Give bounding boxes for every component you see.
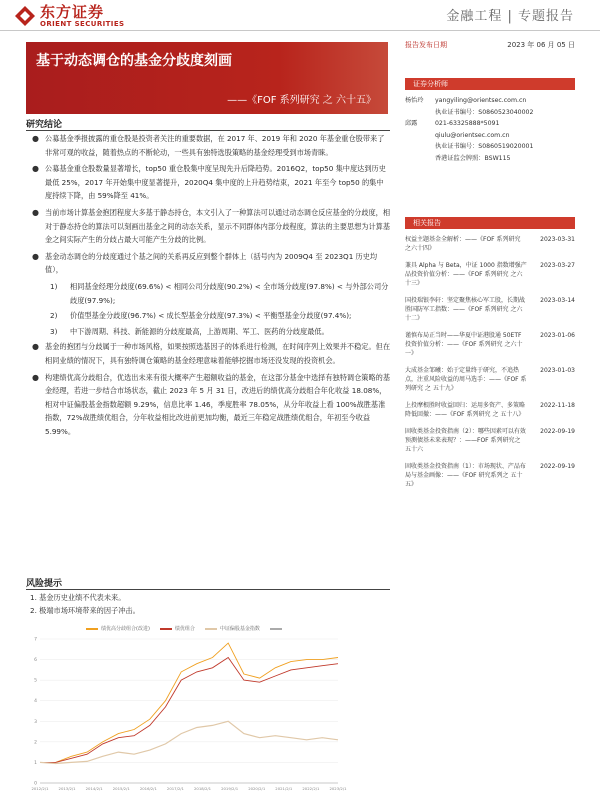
bullet-text: 基金动态调仓的分歧度通过个基之间的关系再反应到整个群体上（括号内为 2009Q4 至 2023Q1 历史均值），: [45, 251, 378, 275]
related-report-title: 大成基金邹曦：始于定量终于研究，不追热点，注重风险收益的周马选手：——《FOF 系列研究 之 五十九》: [405, 367, 527, 392]
related-reports-list: [405, 235, 575, 497]
bullet-text: 构建绩优高分歧组合，优选出未来有很大概率产生超额收益的基金，在这部分基金中选择有独特调仓策略的基金经理，若进一步结合市场状态，截止 2023 年 5 月 31 日，改进后的绩优高分歧组合年化收益 18.08%，相对中证偏股基金指数超额 9.29%，信息比率 1.46，季度胜率 78.05%，从分年收益上看 100%战胜基准指数，72%战胜绩优组合，分年收益相比改进前更加均衡，最近三年稳定战胜绩优组合，年初至今收益 5.99%。: [45, 372, 391, 436]
legend-item: [160, 625, 195, 632]
research-subitem: [30, 325, 390, 339]
analyst-info: 香港证监会牌照：BSW115: [435, 154, 511, 162]
risk-heading: 风险提示: [26, 579, 63, 589]
x-tick-label: 2015/2/1: [112, 786, 130, 791]
research-divider: [26, 130, 390, 131]
legend-swatch: [270, 628, 282, 630]
research-heading: 研究结论: [26, 120, 63, 130]
analyst-row: [405, 130, 575, 142]
analyst-name: [405, 141, 435, 153]
x-tick-label: 2018/2/1: [194, 786, 212, 791]
subitem-text: 价值型基金分歧度(96.7%) < 成长型基金分歧度(97.3%) < 平衡型基金分歧度(97.4%);: [70, 311, 352, 321]
risk-list: [30, 591, 140, 617]
x-tick-label: 2022/2/1: [302, 786, 320, 791]
analyst-list: [405, 95, 575, 164]
risk-divider: [26, 589, 390, 590]
legend-label: 中证偏股基金指数: [219, 626, 260, 632]
x-tick-label: 2012/2/1: [31, 786, 49, 791]
related-report-date: 2023-01-06: [540, 332, 575, 339]
x-tick-label: 2023/2/1: [329, 786, 347, 791]
legend-swatch: [160, 628, 172, 630]
analyst-row: [405, 95, 575, 107]
analyst-row: [405, 118, 575, 130]
research-bullet: [30, 371, 390, 439]
analyst-info: yangyiling@orientsec.com.cn: [435, 97, 527, 104]
publish-date-row: [405, 40, 575, 50]
related-report-date: 2023-03-27: [540, 262, 575, 269]
subitem-text: 中下游周期、科技、新能源的分歧度最高，上游周期、军工、医药的分歧度最低。: [70, 326, 329, 336]
y-tick-label: 3: [34, 719, 37, 725]
analyst-row: [405, 141, 575, 153]
bullet-text: 当前市场计算基金抱团程度大多基于静态持仓，本文引入了一种算法可以通过动态调仓反应基金的分歧度，相对于静态持仓的算法可以刻画出基金之间的动态关系，显示不同群体内部分歧程度，算法的主要思想为计算基金之间实际产生的分歧占最大可能产生分歧的比例。: [45, 207, 391, 245]
legend-label: 绩优组合: [174, 626, 195, 632]
legend-item: [86, 625, 150, 632]
legend-label: 绩优高分歧组合(改进): [101, 626, 150, 632]
series-line: [40, 658, 338, 763]
logo-text-en: ORIENT SECURITIES: [40, 20, 125, 28]
bullet-text: 基金的抱团与分歧属于一种市场风格，如果按照选基因子的体系进行检测，在时间序列上效果并不稳定。但在相同业绩的情况下，具有独特调仓策略的基金经理意味着能够挖掘市场还没发现的投资机会。: [45, 342, 391, 365]
related-report-title: 固收类基金投资指南（2）：哪些因素可以有效预测债基未来表现？：——FOF 系列研究之 五十六: [405, 428, 526, 453]
analyst-row: [405, 153, 575, 165]
bullet-text: 公募基金重仓股数量显著增长，top50 重仓股集中度呈现先升后降趋势。2016Q2，top50 集中度达到历史最低 25%，2017 年开始集中度显著提升，2020Q4 集中度的上升趋势结束，2021 年至今 top50 的集中度持续下降，由 59%降至 41%。: [45, 164, 386, 201]
x-tick-label: 2014/2/1: [85, 786, 103, 791]
analyst-name: [405, 153, 435, 165]
x-tick-label: 2021/2/1: [275, 786, 293, 791]
analysts-heading: 证券分析师: [405, 78, 575, 90]
subitem-number: 3): [50, 326, 58, 336]
analyst-name: 邱露: [405, 120, 418, 127]
subitem-number: 2): [50, 311, 58, 321]
research-bullet: [30, 340, 390, 367]
research-subitem: [30, 309, 390, 323]
related-report-date: 2023-03-31: [540, 236, 575, 243]
related-report-date: 2022-09-19: [540, 428, 575, 435]
y-tick-label: 7: [34, 637, 37, 643]
report-title: 基于动态调仓的基金分歧度刻画: [36, 53, 232, 69]
x-tick-label: 2013/2/1: [58, 786, 76, 791]
risk-item: 2. 极端市场环境带来的因子冲击。: [30, 606, 140, 615]
related-report-title: 国投瑞银李轩：坚定聚焦核心军工股，长期战胜国防军工指数：——《FOF 系列研究 之六十二》: [405, 297, 526, 322]
report-type: 金融工程 | 专题报告: [446, 9, 574, 24]
bullet-icon: ●: [32, 164, 39, 174]
related-report-title: 权益主题基金全解析：——《FOF 系列研究 之六十四》: [405, 236, 521, 252]
bullet-icon: ●: [32, 134, 39, 143]
research-body: [30, 132, 390, 441]
analyst-info: 执业证书编号：S0860523040002: [435, 108, 534, 116]
y-tick-label: 2: [34, 740, 37, 746]
y-tick-label: 6: [34, 658, 37, 664]
related-report-item[interactable]: [405, 261, 575, 288]
related-report-title: 谨慎布局正当时——华夏中证港股通 50ETF 投资价值分析：——《FOF 系列研究 之六十一》: [405, 332, 523, 357]
chart-legend: [86, 625, 285, 632]
bullet-text: 公募基金季报披露的重仓股是投资者关注的重要数据，在 2017 年、2019 年和 2020 年基金重仓股带来了非常可观的收益，随着热点的不断轮动，一些具有独特选股策略的基金经理受到市场青睐。: [45, 134, 385, 157]
company-logo: [14, 4, 124, 28]
x-tick-label: 2020/2/1: [248, 786, 266, 791]
publish-date-label: 报告发布日期: [405, 41, 447, 49]
report-subtitle: ——《FOF 系列研究 之 六十五》: [227, 95, 376, 106]
research-bullet: [30, 132, 390, 159]
x-tick-label: 2016/2/1: [139, 786, 157, 791]
related-reports-heading: 相关报告: [405, 217, 575, 229]
analyst-info: 执业证书编号：S0860519020001: [435, 143, 534, 150]
related-report-item[interactable]: [405, 296, 575, 323]
series-line: [40, 721, 338, 763]
logo-text-cn: 东方证券: [40, 3, 105, 21]
legend-swatch: [86, 628, 98, 630]
analyst-name: [405, 130, 435, 142]
legend-swatch: [205, 628, 217, 630]
header-divider: [0, 30, 600, 31]
x-tick-label: 2017/2/1: [166, 786, 184, 791]
analyst-name: [405, 107, 435, 119]
legend-item: [205, 625, 260, 632]
legend-item: [270, 625, 285, 632]
chart-plot: [26, 633, 348, 793]
related-report-date: 2023-01-03: [540, 367, 575, 374]
related-report-title: 固收类基金投资指南（1）：市场现状、产品布局与基金画像：——《FOF 研究系列之 五十五》: [405, 463, 526, 488]
research-bullet: [30, 162, 390, 203]
related-report-date: 2022-11-18: [540, 402, 575, 409]
analyst-row: [405, 107, 575, 119]
analyst-info: 021-63325888*5091: [435, 120, 500, 127]
research-bullet: [30, 250, 390, 277]
related-report-item[interactable]: [405, 331, 575, 358]
related-report-title: 兼具 Alpha 与 Beta，中证 1000 指数增强产品投资价值分析：——《FOF 系列研究 之六十三》: [405, 262, 527, 287]
research-bullet: [30, 206, 390, 247]
related-report-item[interactable]: [405, 462, 575, 489]
analyst-name: 杨怡玲: [405, 97, 424, 104]
subitem-text: 相同基金经理分歧度(69.6%) < 相同公司分歧度(90.2%) < 全市场分歧度(97.8%) < 与外部公司分歧度(97.9%);: [70, 281, 389, 305]
related-report-item[interactable]: [405, 235, 575, 253]
performance-chart: [26, 625, 348, 795]
subitem-number: 1): [50, 281, 58, 291]
bullet-icon: ●: [32, 372, 39, 382]
series-line: [40, 643, 338, 762]
risk-item: 1. 基金历史业绩不代表未来。: [30, 593, 126, 602]
related-report-item[interactable]: [405, 427, 575, 454]
related-report-date: 2023-03-14: [540, 297, 575, 304]
related-report-date: 2022-09-19: [540, 463, 575, 470]
related-report-item[interactable]: [405, 366, 575, 393]
title-banner: [26, 42, 388, 114]
publish-date-value: 2023 年 06 月 05 日: [507, 41, 575, 49]
related-report-item[interactable]: [405, 401, 575, 419]
y-tick-label: 5: [34, 678, 37, 684]
y-tick-label: 1: [34, 760, 37, 766]
bullet-icon: ●: [32, 251, 39, 261]
analyst-info: qiulu@orientsec.com.cn: [435, 131, 510, 139]
bullet-icon: ●: [32, 342, 39, 352]
y-tick-label: 4: [34, 699, 37, 705]
x-tick-label: 2019/2/1: [221, 786, 239, 791]
research-subitem: [30, 280, 390, 307]
related-report-title: 上投摩根胜时收益回归：运用多资产、多策略降低回撤：——《FOF 系列研究 之 五十八》: [405, 402, 526, 418]
logo-icon: [14, 5, 36, 27]
bullet-icon: ●: [32, 207, 39, 217]
y-tick-label: 0: [34, 781, 37, 787]
